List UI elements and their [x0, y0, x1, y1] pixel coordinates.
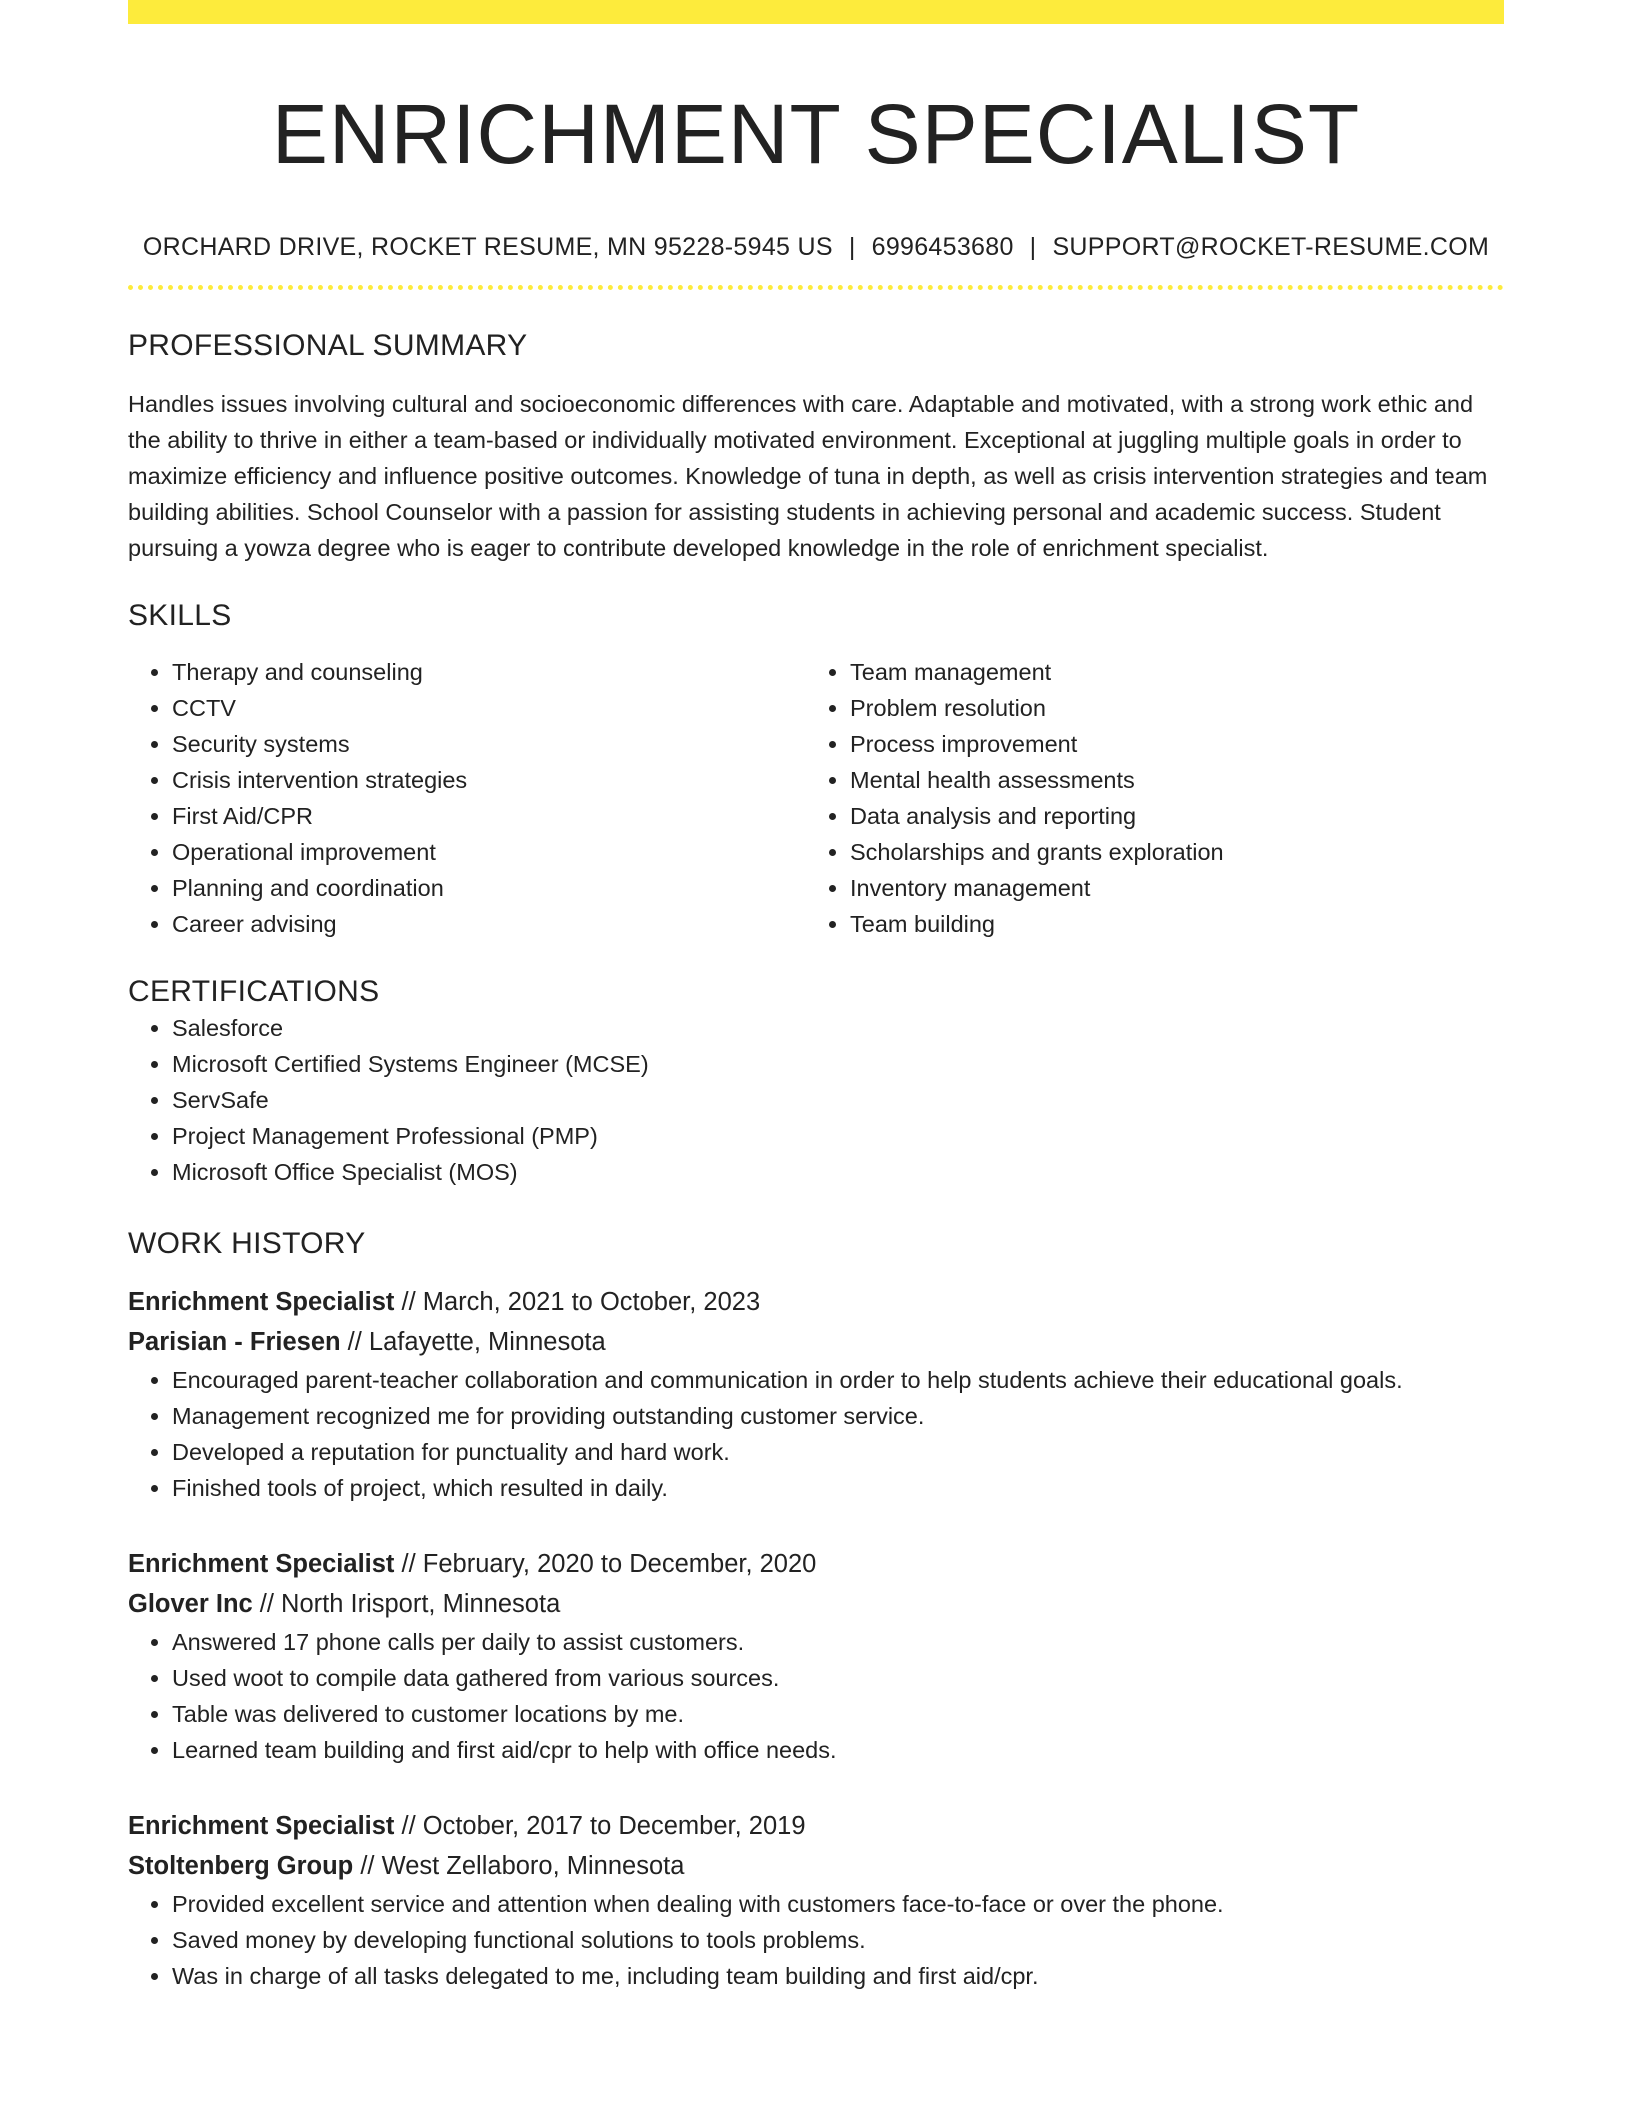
resume-page	[128, 0, 1504, 1994]
skill-item: • Problem resolution	[850, 690, 1484, 726]
job-dates: // March, 2021 to October, 2023	[394, 1288, 761, 1316]
job-role-line	[128, 1544, 1504, 1584]
skill-item: • Career advising	[172, 906, 806, 942]
job-dates: // February, 2020 to December, 2020	[394, 1550, 817, 1578]
contact-phone: 6996453680	[871, 233, 1014, 261]
job-bullet: • Finished tools of project, which resulted in daily.	[172, 1470, 1504, 1506]
contact-address: ORCHARD DRIVE, ROCKET RESUME, MN 95228-5945 US	[142, 233, 833, 261]
job-role-line	[128, 1806, 1504, 1846]
skills-list-left	[128, 654, 806, 942]
job-location: // West Zellaboro, Minnesota	[353, 1852, 685, 1880]
job-dates: // October, 2017 to December, 2019	[394, 1812, 806, 1840]
job-bullet: • Was in charge of all tasks delegated to me, including team building and first aid/cpr.	[172, 1958, 1504, 1994]
job-company-line	[128, 1322, 1504, 1362]
contact-email: SUPPORT@ROCKET-RESUME.COM	[1052, 233, 1490, 261]
resume-name: ENRICHMENT SPECIALIST	[271, 87, 1361, 181]
job-company: Stoltenberg Group	[128, 1852, 354, 1880]
skills-column-left	[128, 654, 806, 942]
job-bullet: • Saved money by developing functional solutions to tools problems.	[172, 1922, 1504, 1958]
work-history-title: WORK HISTORY	[128, 1227, 366, 1260]
skill-item: • Mental health assessments	[850, 762, 1484, 798]
job-bullets	[128, 1362, 1504, 1506]
job-company: Parisian - Friesen	[128, 1328, 341, 1356]
job-location: // North Irisport, Minnesota	[252, 1590, 561, 1618]
skill-item: • Scholarships and grants exploration	[850, 834, 1484, 870]
job-role: Enrichment Specialist	[128, 1288, 395, 1316]
certification-item: • Microsoft Certified Systems Engineer (MCSE)	[172, 1046, 1504, 1082]
job-role: Enrichment Specialist	[128, 1550, 395, 1578]
skill-item: • Operational improvement	[172, 834, 806, 870]
certification-item: • Salesforce	[172, 1010, 1504, 1046]
skill-item: • Planning and coordination	[172, 870, 806, 906]
skill-item: • Therapy and counseling	[172, 654, 806, 690]
contact-separator: |	[1029, 233, 1037, 261]
job-bullet: • Management recognized me for providing outstanding customer service.	[172, 1398, 1504, 1434]
job-bullets	[128, 1886, 1504, 1994]
job-role: Enrichment Specialist	[128, 1812, 395, 1840]
skill-item: • Crisis intervention strategies	[172, 762, 806, 798]
job-bullet: • Answered 17 phone calls per daily to assist customers.	[172, 1624, 1504, 1660]
skills-list-right	[806, 654, 1484, 942]
summary-title: PROFESSIONAL SUMMARY	[128, 329, 528, 362]
job-bullets	[128, 1624, 1504, 1768]
job-company-line	[128, 1846, 1504, 1886]
skill-item: • Data analysis and reporting	[850, 798, 1484, 834]
certification-item: • Project Management Professional (PMP)	[172, 1118, 1504, 1154]
job-entry	[128, 1806, 1504, 1994]
job-company: Glover Inc	[128, 1590, 253, 1618]
skill-item: • First Aid/CPR	[172, 798, 806, 834]
skill-item: • Process improvement	[850, 726, 1484, 762]
skill-item: • CCTV	[172, 690, 806, 726]
job-entry	[128, 1282, 1504, 1506]
job-bullet: • Used woot to compile data gathered from various sources.	[172, 1660, 1504, 1696]
job-location: // Lafayette, Minnesota	[340, 1328, 606, 1356]
job-bullet: • Provided excellent service and attention when dealing with customers face-to-face or over the phone.	[172, 1886, 1504, 1922]
skill-item: • Team management	[850, 654, 1484, 690]
contact-separator: |	[848, 233, 856, 261]
job-entry	[128, 1544, 1504, 1768]
skills-columns	[128, 654, 1504, 942]
skills-title: SKILLS	[128, 599, 232, 632]
dotted-divider	[128, 285, 1504, 290]
summary-text: Handles issues involving cultural and socioeconomic differences with care. Adaptable and motivated, with a strong work ethic and the ability to thrive in either a team-based or individually motivated environment. Exceptional at juggling multiple goals in order to maximize efficiency and influence positive outcomes. Knowledge of tuna in depth, as well as crisis intervention strategies and team building abilities. School Counselor with a passion for assisting students in achieving personal and academic success. Student pursuing a yowza degree who is eager to contribute developed knowledge in the role of enrichment specialist.	[128, 391, 1488, 561]
job-bullet: • Developed a reputation for punctuality and hard work.	[172, 1434, 1504, 1470]
skills-column-right	[806, 654, 1484, 942]
skill-item: • Security systems	[172, 726, 806, 762]
certifications-title: CERTIFICATIONS	[128, 975, 380, 1008]
job-bullet: • Learned team building and first aid/cpr to help with office needs.	[172, 1732, 1504, 1768]
job-bullet: • Encouraged parent-teacher collaboration and communication in order to help students achieve their educational goals.	[172, 1362, 1504, 1398]
skill-item: • Team building	[850, 906, 1484, 942]
job-bullet: • Table was delivered to customer locations by me.	[172, 1696, 1504, 1732]
contact-line	[128, 231, 1504, 263]
certification-item: • Microsoft Office Specialist (MOS)	[172, 1154, 1504, 1190]
certifications-list	[128, 1010, 1504, 1190]
certification-item: • ServSafe	[172, 1082, 1504, 1118]
job-company-line	[128, 1584, 1504, 1624]
skill-item: • Inventory management	[850, 870, 1484, 906]
job-role-line	[128, 1282, 1504, 1322]
accent-top-bar	[128, 0, 1504, 24]
